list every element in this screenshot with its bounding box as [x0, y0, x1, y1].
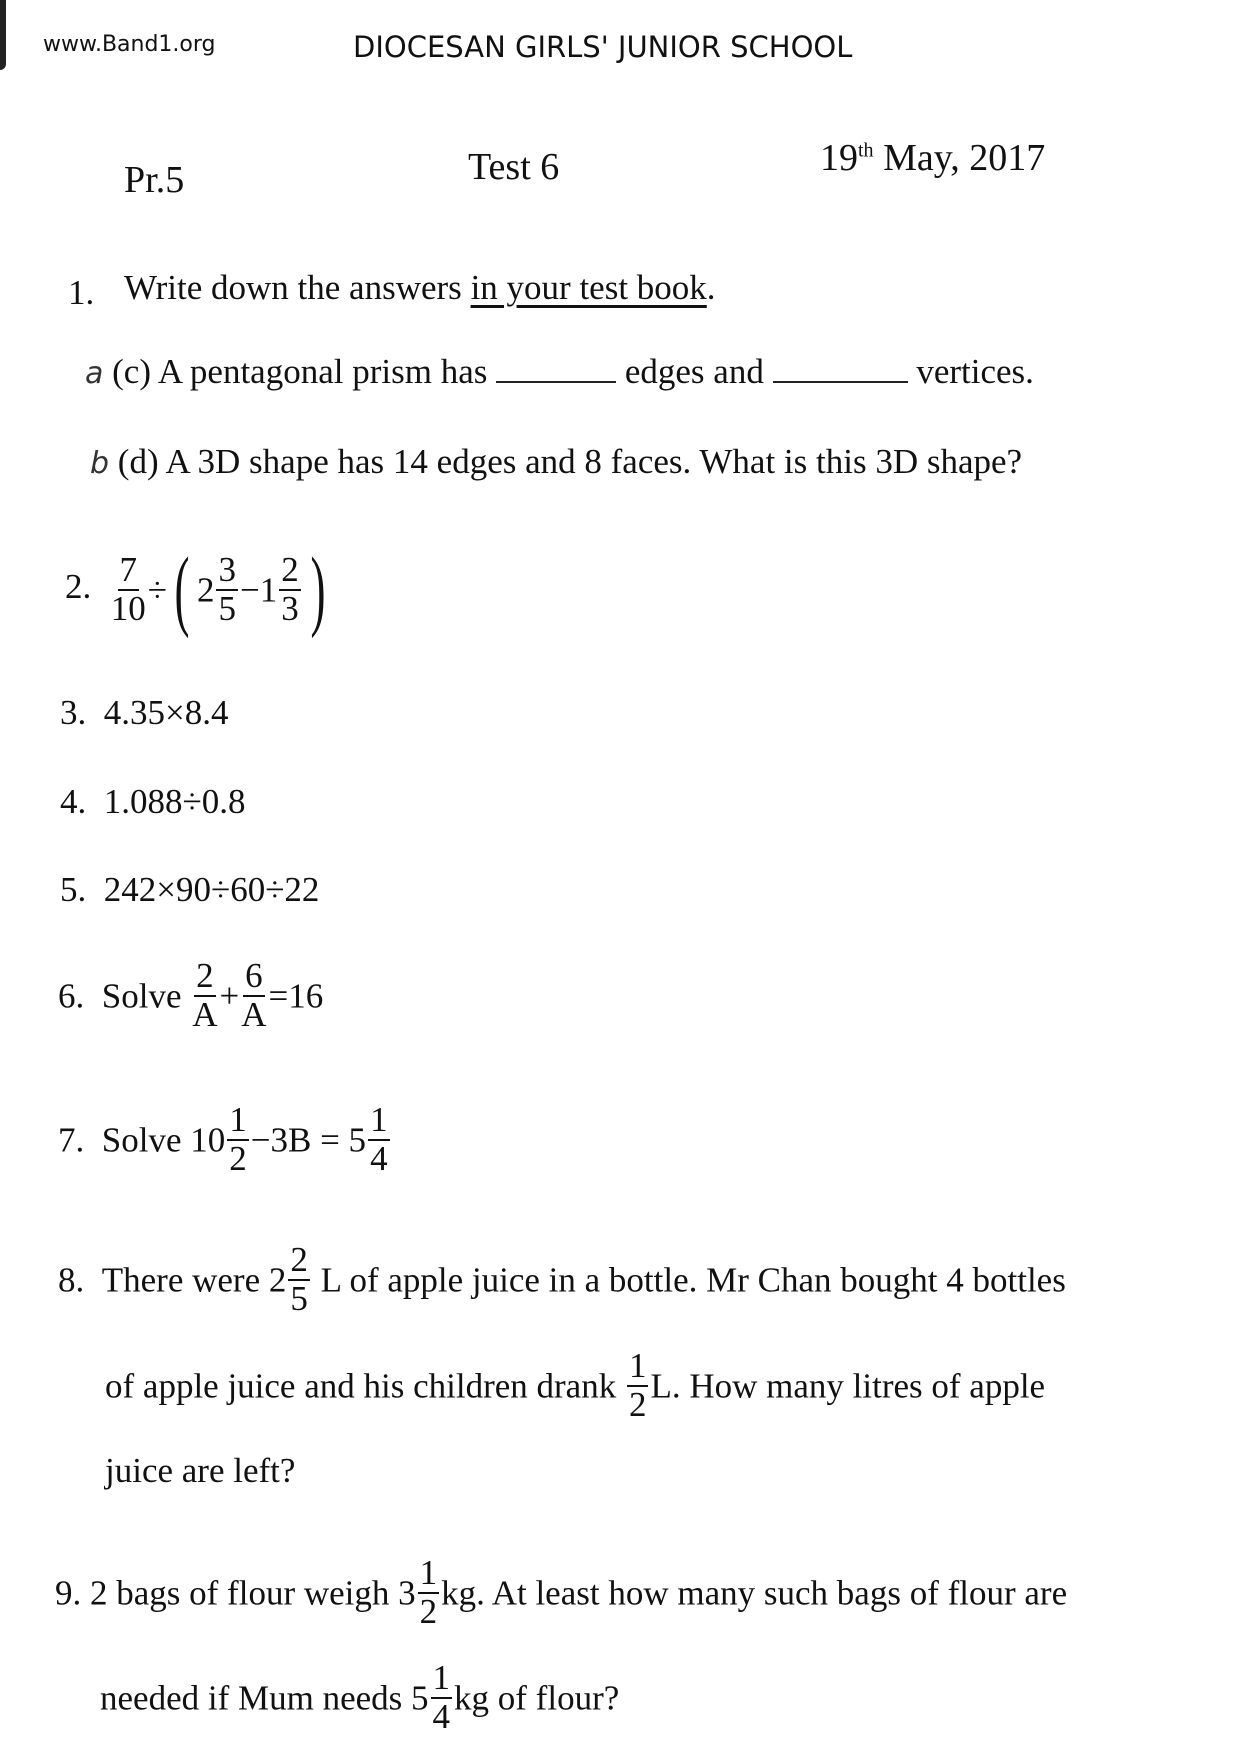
operator: +	[219, 976, 240, 1016]
question-6	[58, 958, 323, 1034]
test-title: Test 6	[468, 146, 560, 188]
part-label: (c)	[112, 352, 151, 391]
question-4	[60, 784, 245, 819]
date-day: 19	[820, 137, 858, 179]
question-8-line-3: juice are left?	[105, 1451, 296, 1490]
fraction	[241, 958, 266, 1034]
handwritten-a: a	[85, 356, 104, 391]
question-text: kg. At least how many such bags of flour are	[441, 1573, 1068, 1613]
numerator: 6	[245, 956, 263, 995]
question-8-line-2	[105, 1348, 1045, 1424]
denominator: 4	[432, 1696, 451, 1736]
numerator: 2	[290, 1240, 308, 1279]
operator: ÷	[147, 570, 167, 610]
numerator: 3	[218, 550, 236, 590]
denominator: 3	[281, 589, 299, 628]
question-number: 7.	[58, 1120, 85, 1160]
handwritten-b: b	[90, 446, 110, 481]
denominator: 2	[229, 1138, 247, 1178]
question-9-line-2	[100, 1660, 619, 1736]
numerator: 2	[281, 550, 299, 590]
whole: 10	[190, 1120, 226, 1160]
equation-rhs: =16	[268, 976, 324, 1016]
instruction-underlined: in your test book	[470, 268, 707, 307]
fraction	[288, 1242, 310, 1318]
question-number: 2.	[65, 567, 92, 607]
school-title: DIOCESAN GIRLS' JUNIOR SCHOOL	[353, 30, 853, 64]
question-text: of apple juice and his children drank	[105, 1366, 617, 1406]
fraction	[192, 958, 217, 1034]
solve-label: Solve	[101, 1120, 182, 1160]
numerator: 1	[370, 1100, 388, 1139]
part-text: A pentagonal prism has	[157, 352, 488, 391]
class-label: Pr.5	[124, 159, 185, 201]
whole: 3	[398, 1573, 416, 1613]
equation-middle: −3B = 5	[250, 1120, 367, 1160]
question-3	[60, 695, 229, 730]
part-text: vertices.	[916, 352, 1034, 391]
operator: −	[239, 570, 260, 610]
denominator: A	[192, 994, 218, 1034]
question-1d	[90, 444, 1022, 479]
numerator: 2	[196, 956, 214, 995]
denominator: 10	[110, 589, 146, 628]
question-number: 8.	[58, 1260, 85, 1300]
question-text: L. How many litres of apple	[650, 1366, 1046, 1406]
expression: 242×90÷60÷22	[103, 870, 320, 909]
solve-label: Solve	[101, 976, 182, 1016]
question-text: There were	[101, 1260, 261, 1300]
question-number: 4.	[60, 782, 87, 821]
part-text: edges and	[624, 352, 764, 391]
numerator: 1	[628, 1346, 647, 1385]
question-2	[65, 540, 333, 639]
fraction	[111, 552, 146, 628]
fraction	[368, 1102, 390, 1178]
question-text: L of apple juice in a bottle. Mr Chan bought 4 bottles	[320, 1260, 1066, 1300]
question-text: needed if Mum needs	[100, 1678, 403, 1718]
denominator: 5	[218, 589, 236, 628]
question-1-instruction	[124, 270, 716, 305]
question-number: 9.	[55, 1573, 82, 1613]
numerator: 1	[229, 1100, 247, 1139]
numerator: 1	[432, 1658, 451, 1697]
numerator: 1	[419, 1553, 438, 1592]
expression: 1.088÷0.8	[103, 782, 246, 821]
denominator: 5	[290, 1278, 308, 1318]
question-number: 6.	[58, 976, 85, 1016]
date-suffix: th	[858, 139, 874, 162]
fraction	[279, 552, 301, 628]
instruction-end: .	[706, 268, 716, 307]
question-1c	[85, 354, 1034, 389]
numerator: 7	[119, 550, 137, 590]
fraction	[227, 1102, 249, 1178]
part-label: (d)	[117, 442, 159, 481]
question-5	[60, 872, 319, 907]
fraction	[627, 1348, 649, 1424]
scan-edge	[0, 0, 6, 70]
question-text: kg of flour?	[454, 1678, 620, 1718]
question-8-line-1	[58, 1242, 1066, 1318]
right-paren: )	[310, 540, 326, 639]
website-label: www.Band1.org	[43, 32, 216, 57]
whole: 5	[411, 1678, 429, 1718]
fraction	[431, 1660, 453, 1736]
question-number: 5.	[60, 870, 87, 909]
question-1-number: 1.	[68, 273, 95, 312]
denominator: 2	[628, 1384, 647, 1424]
whole: 1	[259, 570, 278, 610]
fraction	[216, 552, 238, 628]
denominator: 4	[370, 1138, 388, 1178]
denominator: 2	[419, 1591, 438, 1631]
date-rest: May, 2017	[883, 137, 1046, 179]
question-number: 3.	[60, 693, 87, 732]
edges-blank	[496, 381, 616, 383]
fraction	[418, 1555, 440, 1631]
whole: 2	[196, 570, 215, 610]
vertices-blank	[773, 381, 908, 383]
test-date	[820, 136, 1045, 180]
instruction-text: Write down the answers	[124, 268, 471, 307]
question-7	[58, 1102, 392, 1178]
denominator: A	[241, 994, 267, 1034]
question-9-line-1	[55, 1555, 1067, 1631]
part-text: A 3D shape has 14 edges and 8 faces. What is this 3D shape?	[165, 442, 1023, 481]
expression: 4.35×8.4	[103, 693, 229, 732]
whole: 2	[268, 1260, 287, 1300]
left-paren: (	[174, 540, 190, 639]
question-text: 2 bags of flour weigh	[90, 1573, 390, 1613]
